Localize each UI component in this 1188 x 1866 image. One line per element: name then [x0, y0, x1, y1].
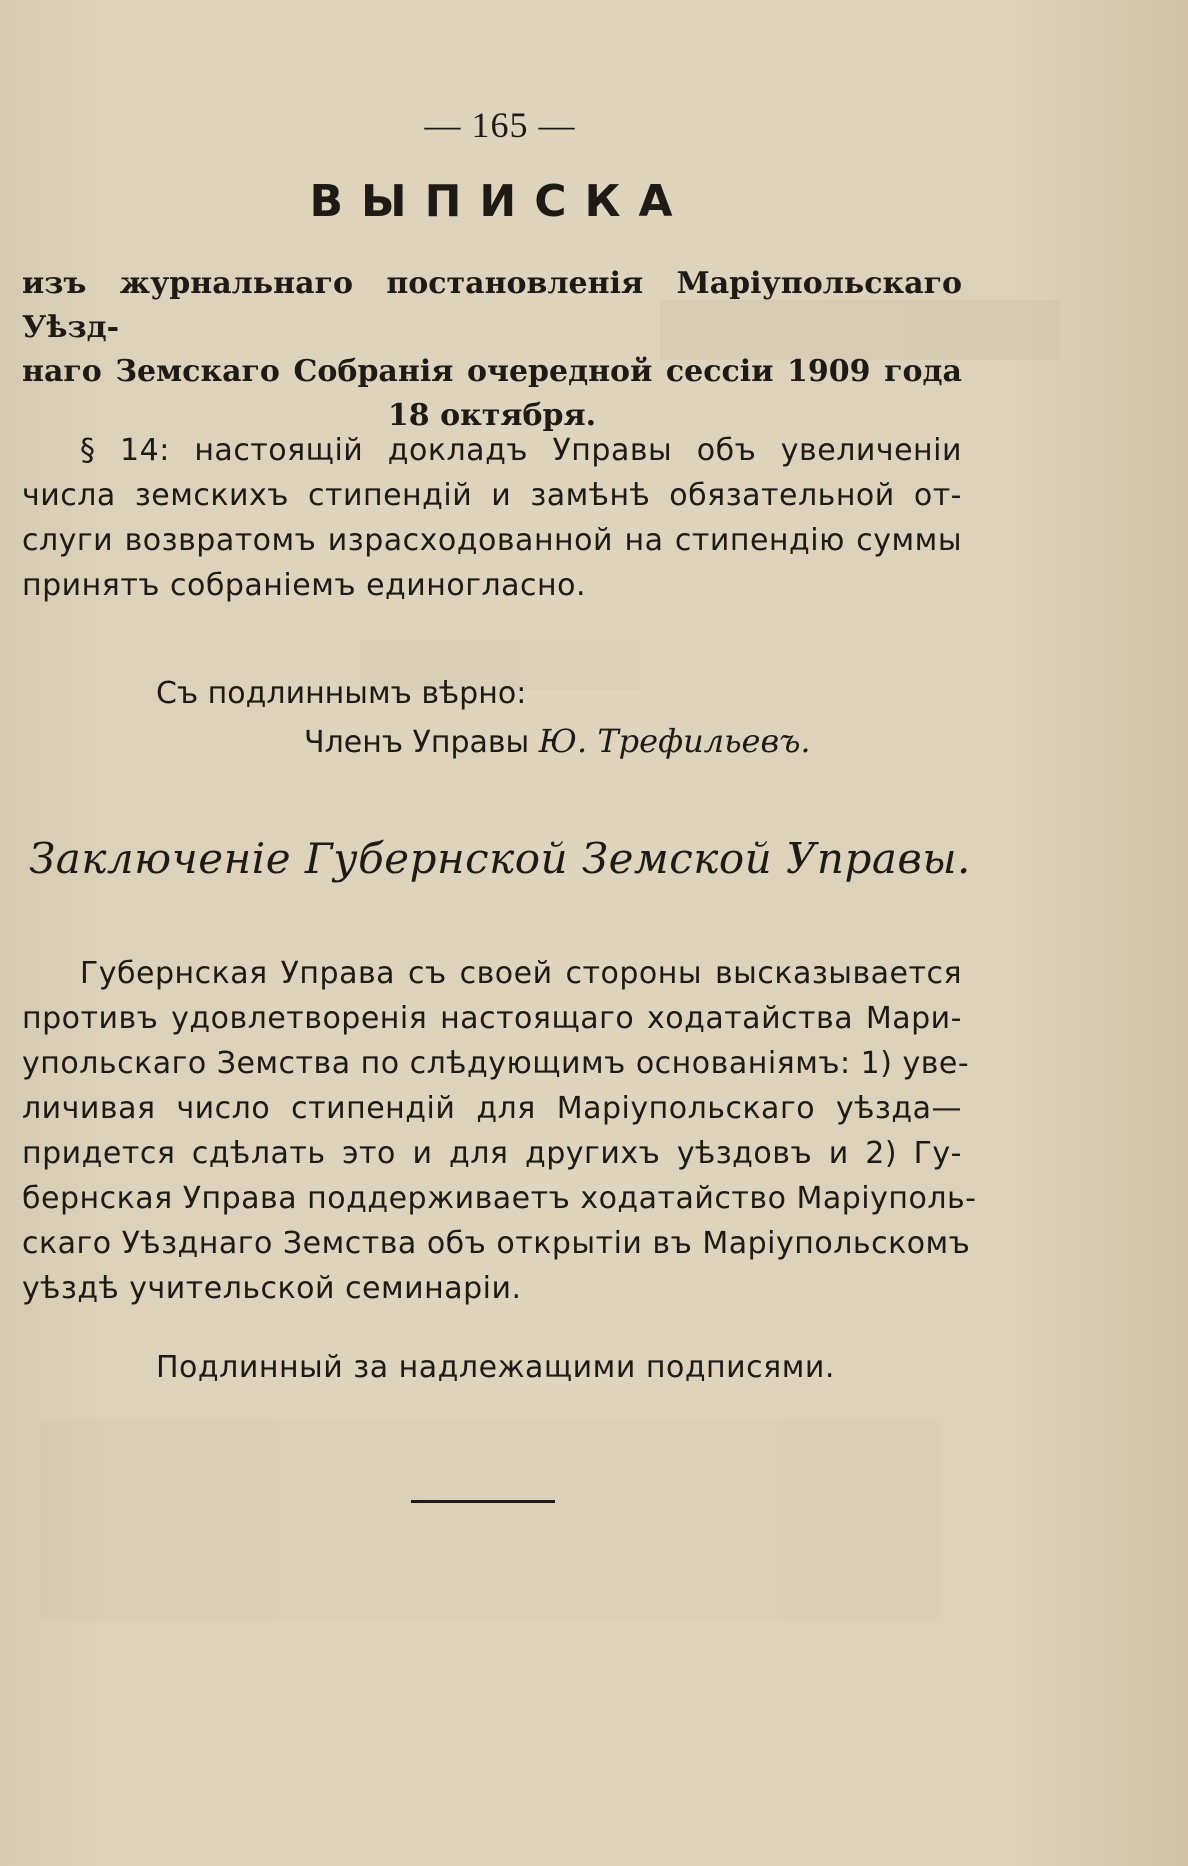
paragraph-resolution: [22, 428, 962, 608]
paragraph-line: бернская Управа поддерживаетъ ходатайство Маріуполь-: [22, 1181, 977, 1216]
paragraph-line: противъ удовлетворенія настоящаго ходатайства Мари-: [22, 1001, 962, 1036]
paragraph-conclusion: [22, 951, 977, 1311]
paragraph-line: числа земскихъ стипендій и замѣнѣ обязательной от-: [22, 478, 962, 513]
conclusion-title: Заключеніе Губернской Земской Управы.: [29, 834, 971, 883]
page-number: — 165 —: [424, 105, 576, 145]
paragraph-line: личивая число стипендій для Маріупольскаго уѣзда—: [22, 1091, 962, 1126]
closing-note: Подлинный за надлежащими подписями.: [156, 1350, 835, 1385]
paragraph-line: принятъ собраніемъ единогласно.: [22, 568, 587, 603]
document-heading: ВЫПИСКА: [309, 176, 691, 227]
subtitle-line: изъ журнальнаго постановленія Маріупольскаго Уѣзд-: [22, 266, 962, 345]
certification-member: Членъ Управы: [304, 725, 530, 760]
subtitle-line: наго Земскаго Собранія очередной сессіи 1909 года: [22, 354, 962, 389]
bleed-through-shading: [40, 1420, 940, 1620]
end-rule: [411, 1500, 555, 1503]
document-subtitle: [22, 262, 962, 438]
paragraph-line: слуги возвратомъ израсходованной на стипендію суммы: [22, 523, 962, 558]
paragraph-line: придется сдѣлать это и для другихъ уѣздовъ и 2) Гу-: [22, 1136, 962, 1171]
paragraph-line: скаго Уѣзднаго Земства объ открытіи въ Маріупольскомъ: [22, 1226, 971, 1261]
paragraph-line: уѣздѣ учительской семинаріи.: [22, 1271, 522, 1306]
paragraph-line: упольскаго Земства по слѣдующимъ основаніямъ: 1) уве-: [22, 1046, 970, 1081]
certification-label: Съ подлиннымъ вѣрно:: [156, 676, 527, 711]
paragraph-line: § 14: настоящій докладъ Управы объ увеличеніи: [80, 433, 962, 468]
certification-signature-line: [304, 722, 811, 760]
subtitle-line: 18 октября.: [387, 398, 597, 433]
paragraph-line: Губернская Управа съ своей стороны высказывается: [80, 956, 962, 991]
signature: Ю. Трефильевъ.: [538, 722, 811, 760]
